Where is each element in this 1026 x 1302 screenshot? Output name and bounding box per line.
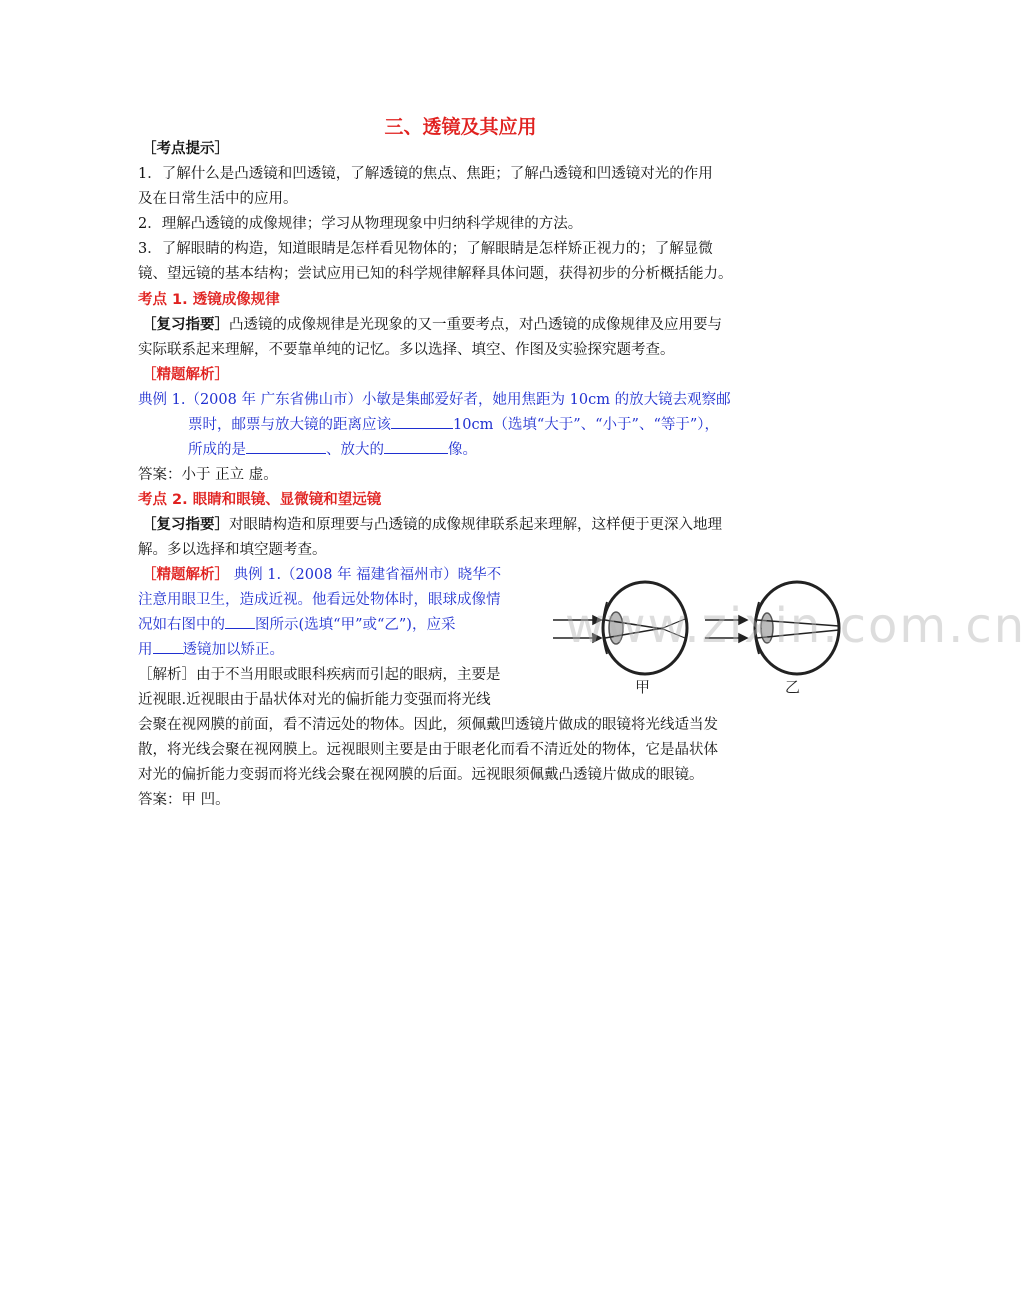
section-heading-2: 考点 2. 眼睛和眼镜、显微镜和望远镜 [138,492,382,508]
explain-line-1: ［解析］由于不当用眼或眼科疾病而引起的眼病，主要是 [138,667,501,683]
explain-line-2: 近视眼.近视眼由于晶状体对光的偏折能力变强而将光线 [138,692,491,708]
review-paragraph-1 [142,313,722,338]
explain-line-4: 散，将光线会聚在视网膜上。远视眼则主要是由于眼老化而看不清近处的物体，它是晶状体 [138,742,718,758]
example-line-3 [188,438,477,463]
example-text: 透镜加以矫正。 [182,642,284,658]
review-label: ［复习指要］ [142,317,229,333]
hint-line-2: 及在日常生活中的应用。 [138,191,298,207]
example-text: 所成的是 [188,442,246,458]
example-text: 票时，邮票与放大镜的距离应该 [188,417,391,433]
hint-line-5: 镜、望远镜的基本结构；尝试应用已知的科学规律解释具体问题，获得初步的分析概括能力。 [138,266,733,282]
example-2-line-4 [138,638,284,663]
review-paragraph-2 [142,513,722,538]
analysis-label-1: ［精题解析］ [142,367,229,383]
answer-blank [384,439,448,454]
example-line-1: 典例 1.（2008 年 广东省佛山市）小敏是集邮爱好者，她用焦距为 10cm 的放大镜去观察邮 [138,392,731,408]
review-text: 凸透镜的成像规律是光现象的又一重要考点，对凸透镜的成像规律及应用要与 [229,317,722,333]
review-text: 对眼睛构造和原理要与凸透镜的成像规律联系起来理解，这样便于更深入地理 [229,517,722,533]
example-text: 用 [138,642,153,658]
figure-label-jia: 甲 [635,678,651,696]
example-line-2 [188,413,719,438]
explain-line-5: 对光的偏折能力变弱而将光线会聚在视网膜的后面。远视眼须佩戴凸透镜片做成的眼镜。 [138,767,704,783]
hint-line-3: 2．理解凸透镜的成像规律；学习从物理现象中归纳科学规律的方法。 [138,216,583,232]
page-title: 三、透镜及其应用 [384,116,537,138]
answer-blank [391,414,453,429]
answer-2: 答案：甲 凹。 [138,792,230,808]
example-2-line-2: 注意用眼卫生，造成近视。他看远处物体时，眼球成像情 [138,592,501,608]
hint-header: ［考点提示］ [142,141,229,157]
answer-blank [246,439,326,454]
review-line-2: 实际联系起来理解，不要靠单纯的记忆。多以选择、填空、作图及实验探究题考查。 [138,342,675,358]
hint-line-1: 1．了解什么是凸透镜和凹透镜，了解透镜的焦点、焦距；了解凸透镜和凹透镜对光的作用 [138,166,713,182]
answer-1: 答案：小于 正立 虚。 [138,467,278,483]
section-heading-1: 考点 1. 透镜成像规律 [138,292,280,308]
figure-label-yi: 乙 [785,678,801,696]
review-line-2b: 解。多以选择和填空题考查。 [138,542,327,558]
example-2-line-1 [142,563,501,588]
answer-blank [153,639,183,654]
example-text: 典例 1.（2008 年 福建省福州市）晓华不 [229,567,502,583]
example-text: 、放大的 [326,442,384,458]
example-text: 像。 [448,442,477,458]
review-label: ［复习指要］ [142,517,229,533]
watermark: www.zixin.com.cn [565,598,1026,654]
example-text: 况如右图中的 [138,617,225,633]
example-text: 10cm（选填“大于”、“小于”、“等于”）， [453,417,720,433]
example-2-line-3 [138,613,455,638]
explain-line-3: 会聚在视网膜的前面，看不清远处的物体。因此，须佩戴凹透镜片做成的眼镜将光线适当发 [138,717,718,733]
hint-line-4: 3．了解眼睛的构造，知道眼睛是怎样看见物体的；了解眼睛是怎样矫正视力的；了解显微 [138,241,713,257]
example-text: 图所示(选填“甲”或“乙”)，应采 [255,617,456,633]
answer-blank [225,614,255,629]
analysis-label-2: ［精题解析］ [142,567,229,583]
